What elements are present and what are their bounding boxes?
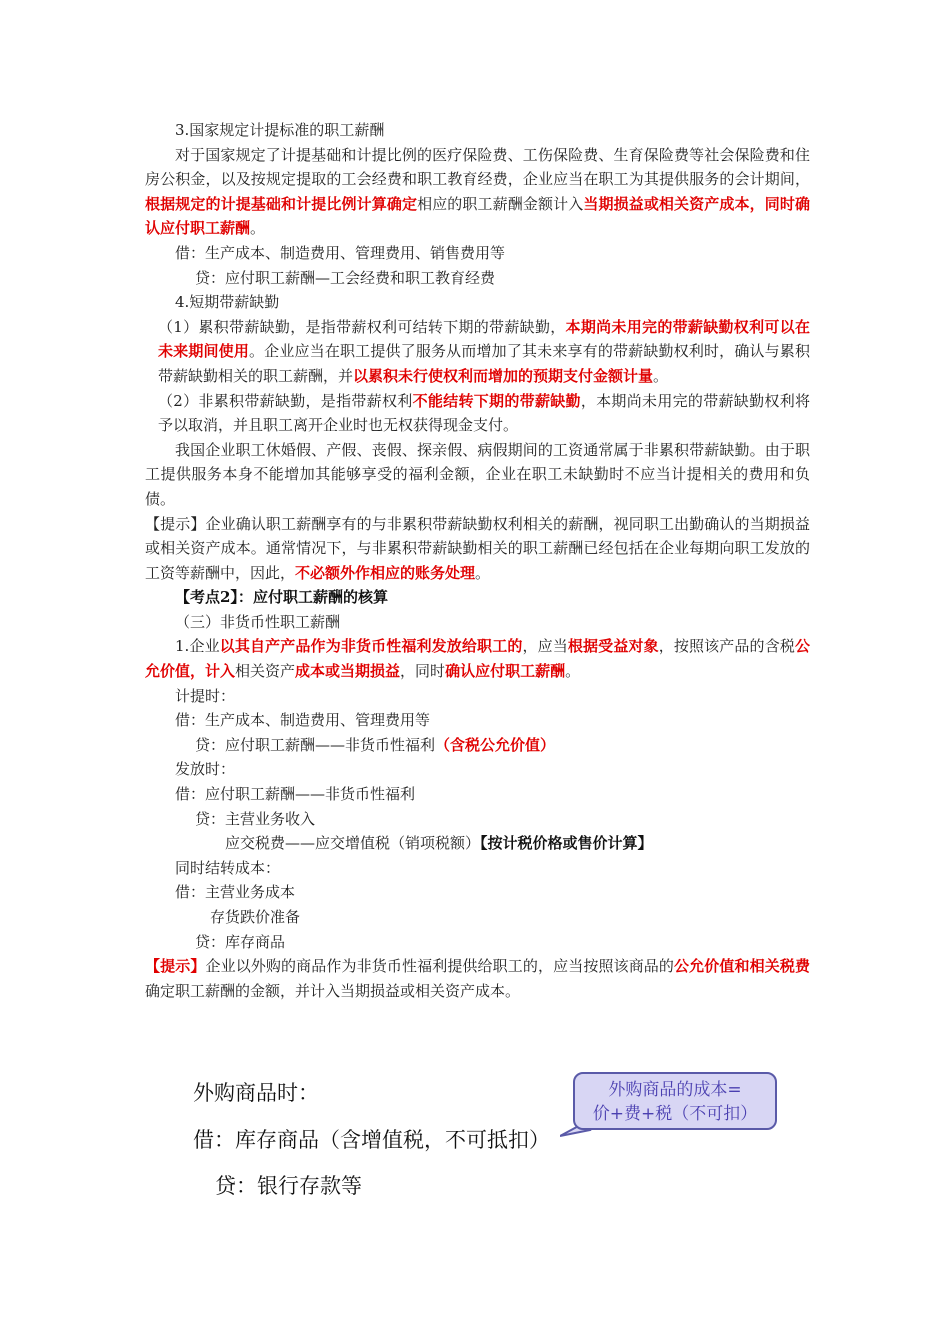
section-4-item-1 bbox=[145, 315, 810, 389]
section-3-paragraph bbox=[145, 143, 810, 241]
highlight-text: 公允价值和相关税费 bbox=[674, 957, 810, 976]
tip-paragraph-1 bbox=[145, 512, 810, 586]
journal-debit: 存货跌价准备 bbox=[210, 908, 301, 926]
tip-label: 【提示】 bbox=[145, 514, 206, 533]
document-body bbox=[145, 118, 810, 1003]
text: 。 bbox=[250, 219, 266, 238]
highlight-text: 以其自产产品作为非货币性福利发放给职工的 bbox=[219, 637, 523, 656]
text: 贷：应付职工薪酬——非货币性福利 bbox=[195, 735, 436, 754]
section-4-paragraph-3: 我国企业职工休婚假、产假、丧假、探亲假、病假期间的工资通常属于非累积带薪缺勤。由于职工提供服务本身不能增加其能够享受的福利金额，企业在职工未缺勤时不应当计提相关的费用和负债。 bbox=[145, 440, 810, 508]
callout-line-2: 价+费+税（不可扣） bbox=[592, 1104, 758, 1124]
journal-credit: 贷：主营业务收入 bbox=[195, 809, 316, 828]
purchase-heading: 外购商品时： bbox=[193, 1081, 319, 1105]
highlight-text: 公允价值，计入 bbox=[145, 637, 810, 681]
text: 相关资产 bbox=[235, 662, 296, 681]
journal-credit: 贷：库存商品 bbox=[195, 932, 286, 951]
journal-credit bbox=[145, 733, 810, 758]
tip-label: 【提示】 bbox=[145, 957, 206, 976]
text: 。 bbox=[653, 366, 669, 385]
issue-label: 发放时： bbox=[175, 760, 236, 779]
text: 。 bbox=[565, 662, 581, 681]
text: ，同时 bbox=[400, 662, 446, 681]
journal-credit: 贷：应付职工薪酬—工会经费和职工教育经费 bbox=[195, 268, 496, 287]
section-4-item-2 bbox=[145, 389, 810, 438]
highlight-text: 以累积未行使权利而增加的预期支付金额计量 bbox=[353, 366, 654, 385]
highlight-text: 根据受益对象 bbox=[567, 637, 659, 656]
highlight-text: 根据规定的计提基础和计提比例计算确定 bbox=[145, 194, 418, 213]
journal-debit: 借：生产成本、制造费用、管理费用等 bbox=[175, 711, 431, 730]
journal-debit: 借：应付职工薪酬——非货币性福利 bbox=[175, 785, 416, 804]
journal-debit: 借：主营业务成本 bbox=[175, 883, 296, 902]
subsection-title: （三）非货币性职工薪酬 bbox=[175, 612, 341, 631]
text: ，应当 bbox=[522, 637, 568, 656]
journal-credit bbox=[145, 831, 810, 856]
text: 对于国家规定了计提基础和计提比例的医疗保险费、工伤保险费、生育保险费等社会保险费和住房公积金，以及按规定提取的工会经费和职工教育经费，企业应当在职工为其提供服务的会计期间， bbox=[145, 145, 810, 189]
text: （1）累积带薪缺勤，是指带薪权利可结转下期的带薪缺勤， bbox=[158, 317, 566, 336]
highlight-text: 当期损益或相关资产成本，同时确认应付职工薪酬 bbox=[145, 194, 810, 238]
purchase-debit: 借：库存商品（含增值税，不可抵扣） bbox=[193, 1128, 550, 1152]
text: 相应的职工薪酬金额计入 bbox=[417, 194, 584, 213]
cost-callout bbox=[573, 1072, 777, 1130]
text: 。 bbox=[475, 563, 491, 582]
highlight-text: 【按计税价格或售价计算】 bbox=[480, 834, 653, 853]
key-point-2-heading: 【考点2】：应付职工薪酬的核算 bbox=[175, 588, 388, 607]
highlight-text: 不能结转下期的带薪缺勤 bbox=[412, 391, 581, 410]
text: 1.企业 bbox=[175, 637, 220, 656]
journal-debit: 借：生产成本、制造费用、管理费用、销售费用等 bbox=[175, 243, 506, 262]
callout-line-1: 外购商品的成本= bbox=[608, 1080, 742, 1100]
tip-paragraph-2 bbox=[145, 954, 810, 1003]
text: ，按照该产品的含税 bbox=[658, 637, 795, 656]
highlight-text: 成本或当期损益 bbox=[295, 662, 401, 681]
text: （2）非累积带薪缺勤，是指带薪权利 bbox=[158, 391, 413, 410]
accrual-label: 计提时： bbox=[175, 686, 236, 705]
section-4-title: 4.短期带薪缺勤 bbox=[175, 293, 280, 312]
text: 应交税费——应交增值税（销项税额） bbox=[225, 834, 481, 853]
highlight-text: 不必额外作相应的账务处理 bbox=[295, 563, 476, 582]
carry-label: 同时结转成本： bbox=[175, 858, 281, 877]
highlight-text: 确认应付职工薪酬 bbox=[445, 662, 566, 681]
text: 企业以外购的商品作为非货币性福利提供给职工的，应当按照该商品的 bbox=[205, 957, 675, 976]
text: 确定职工薪酬的金额，并计入当期损益或相关资产成本。 bbox=[145, 981, 521, 1000]
text: ，本期尚未用完的带薪缺勤权利将予以取消，并且职工离开企业时也无权获得现金支付。 bbox=[158, 391, 810, 435]
purchase-credit: 贷：银行存款等 bbox=[215, 1174, 362, 1198]
text: 企业确认职工薪酬享有的与非累积带薪缺勤权利相关的薪酬，视同职工出勤确认的当期损益或相关资产成本。通常情况下，与非累积带薪缺勤相关的职工薪酬已经包括在企业每期向职工发放的工资等薪酬中，因此， bbox=[145, 514, 810, 582]
item-1-paragraph bbox=[145, 634, 810, 683]
text: 。企业应当在职工提供了服务从而增加了其未来享有的带薪缺勤权利时，确认与累积带薪缺勤相关的职工薪酬，并 bbox=[158, 342, 810, 385]
highlight-text: （含税公允价值） bbox=[435, 735, 556, 754]
highlight-text: 本期尚未用完的带薪缺勤权利可以在未来期间使用 bbox=[158, 317, 810, 361]
section-3-title: 3.国家规定计提标准的职工薪酬 bbox=[175, 121, 385, 139]
